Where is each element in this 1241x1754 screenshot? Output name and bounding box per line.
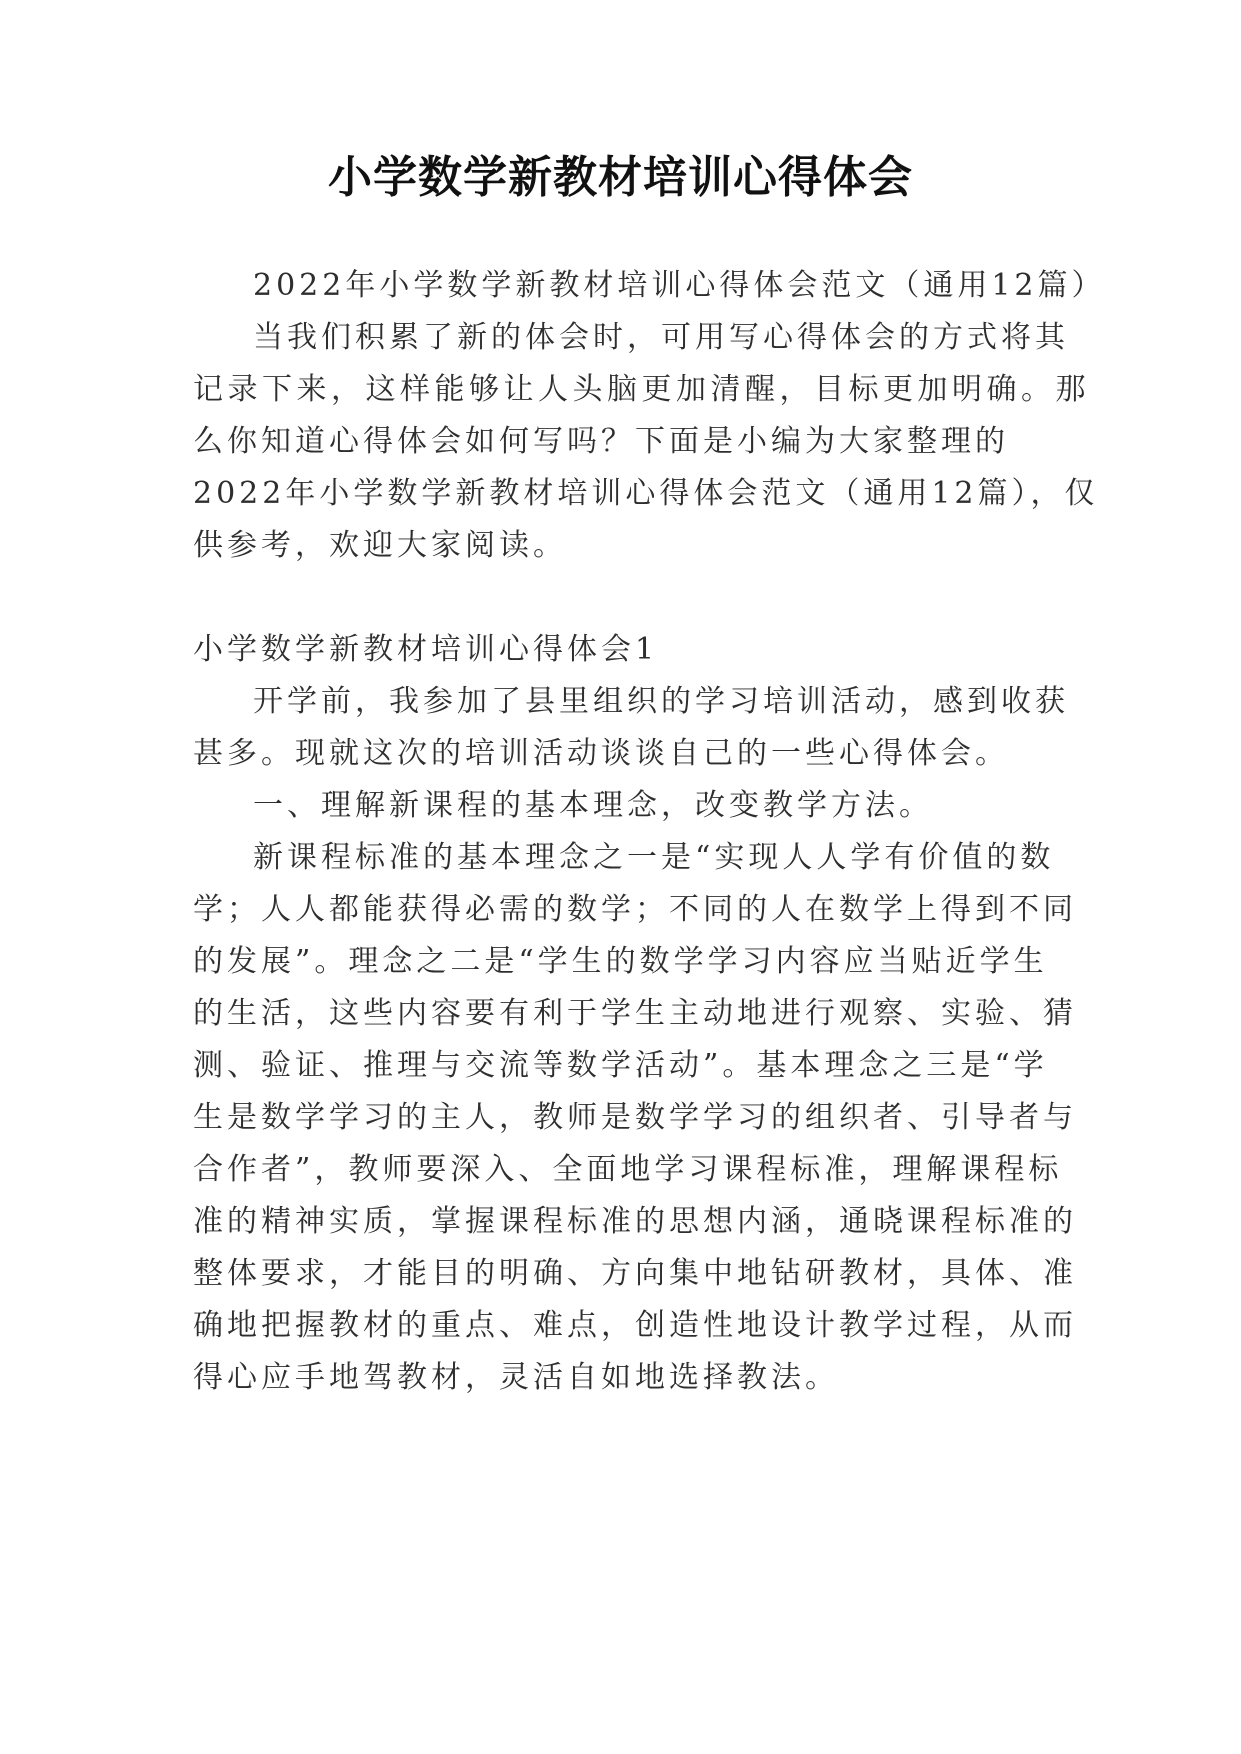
paragraph-line: 的发展”。理念之二是“学生的数学学习内容应当贴近学生 <box>193 944 1048 979</box>
paragraph-line: 新课程标准的基本理念之一是“实现人人学有价值的数 <box>253 840 1055 875</box>
subtitle-line: 2022年小学数学新教材培训心得体会范文（通用12篇） <box>253 268 1106 303</box>
subheading-line: 一、理解新课程的基本理念，改变教学方法。 <box>253 788 933 823</box>
paragraph-line: 确地把握教材的重点、难点，创造性地设计教学过程，从而 <box>193 1308 1077 1343</box>
paragraph-line: 合作者”，教师要深入、全面地学习课程标准，理解课程标 <box>193 1152 1063 1187</box>
intro-line-1: 当我们积累了新的体会时，可用写心得体会的方式将其 <box>253 320 1069 355</box>
paragraph-line: 开学前，我参加了县里组织的学习培训活动，感到收获 <box>253 684 1069 719</box>
paragraph-line: 生是数学学习的主人，教师是数学学习的组织者、引导者与 <box>193 1100 1077 1135</box>
document-title: 小学数学新教材培训心得体会 <box>328 152 913 203</box>
section-heading: 小学数学新教材培训心得体会1 <box>193 632 659 667</box>
paragraph-line: 得心应手地驾教材，灵活自如地选择教法。 <box>193 1360 839 1395</box>
paragraph-line: 甚多。现就这次的培训活动谈谈自己的一些心得体会。 <box>193 736 1009 771</box>
intro-line-2: 记录下来，这样能够让人头脑更加清醒，目标更加明确。那 <box>193 372 1090 407</box>
paragraph-line: 整体要求，才能目的明确、方向集中地钻研教材，具体、准 <box>193 1256 1077 1291</box>
paragraph-line: 准的精神实质，掌握课程标准的思想内涵，通晓课程标准的 <box>193 1204 1077 1239</box>
paragraph-line: 学；人人都能获得必需的数学；不同的人在数学上得到不同 <box>193 892 1077 927</box>
intro-line-5: 供参考，欢迎大家阅读。 <box>193 528 567 563</box>
intro-line-4: 2022年小学数学新教材培训心得体会范文（通用12篇），仅 <box>193 476 1099 511</box>
intro-line-3: 么你知道心得体会如何写吗？下面是小编为大家整理的 <box>193 424 1009 459</box>
paragraph-line: 的生活，这些内容要有利于学生主动地进行观察、实验、猜 <box>193 996 1077 1031</box>
paragraph-line: 测、验证、推理与交流等数学活动”。基本理念之三是“学 <box>193 1048 1048 1083</box>
